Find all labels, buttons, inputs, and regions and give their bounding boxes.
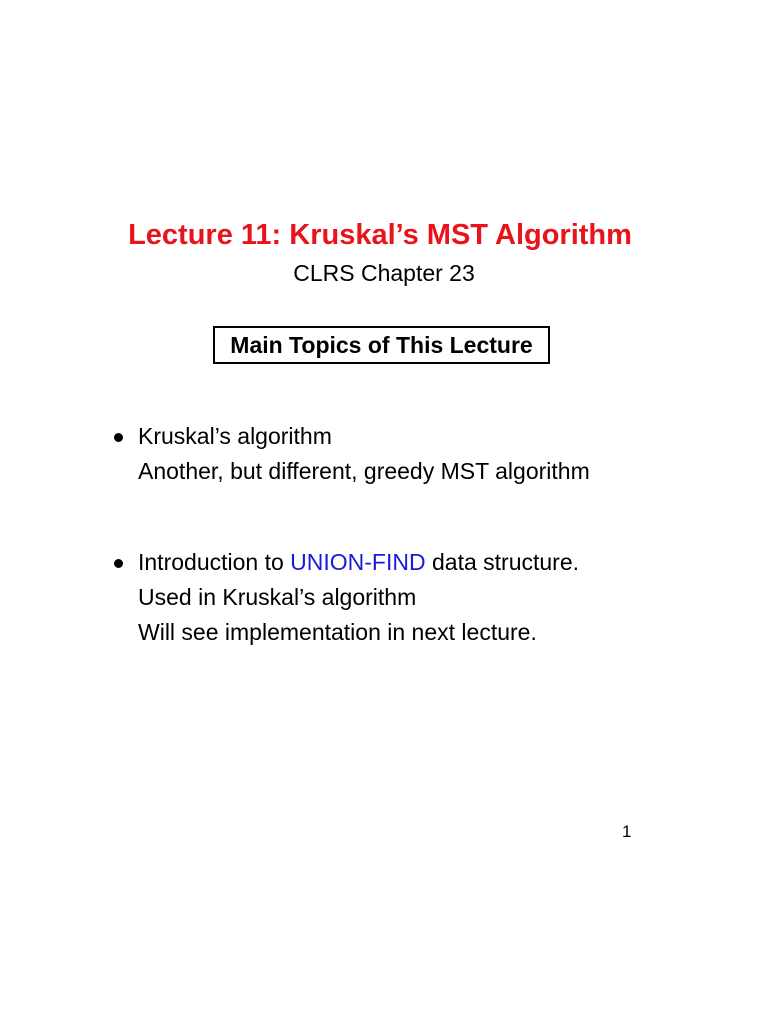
bullet-line — [138, 545, 579, 580]
bullet-text: Introduction to — [138, 549, 291, 575]
bullet-line: Used in Kruskal’s algorithm — [138, 584, 417, 610]
slide-subtitle: CLRS Chapter 23 — [293, 260, 475, 286]
bullet-line: Another, but different, greedy MST algorithm — [138, 458, 590, 484]
bullet-dot-icon — [114, 559, 123, 568]
bullet-item-union-find — [138, 545, 579, 650]
topics-box: Main Topics of This Lecture — [213, 326, 550, 364]
bullet-line: Kruskal’s algorithm — [138, 423, 332, 449]
slide-title: Lecture 11: Kruskal’s MST Algorithm — [128, 219, 632, 251]
bullet-item-kruskal — [138, 419, 590, 489]
page-number: 1 — [622, 822, 632, 841]
union-find-keyword: UNION-FIND — [290, 549, 426, 575]
bullet-text: data structure. — [425, 549, 580, 575]
bullet-line: Will see implementation in next lecture. — [138, 619, 537, 645]
bullet-dot-icon — [114, 433, 123, 442]
